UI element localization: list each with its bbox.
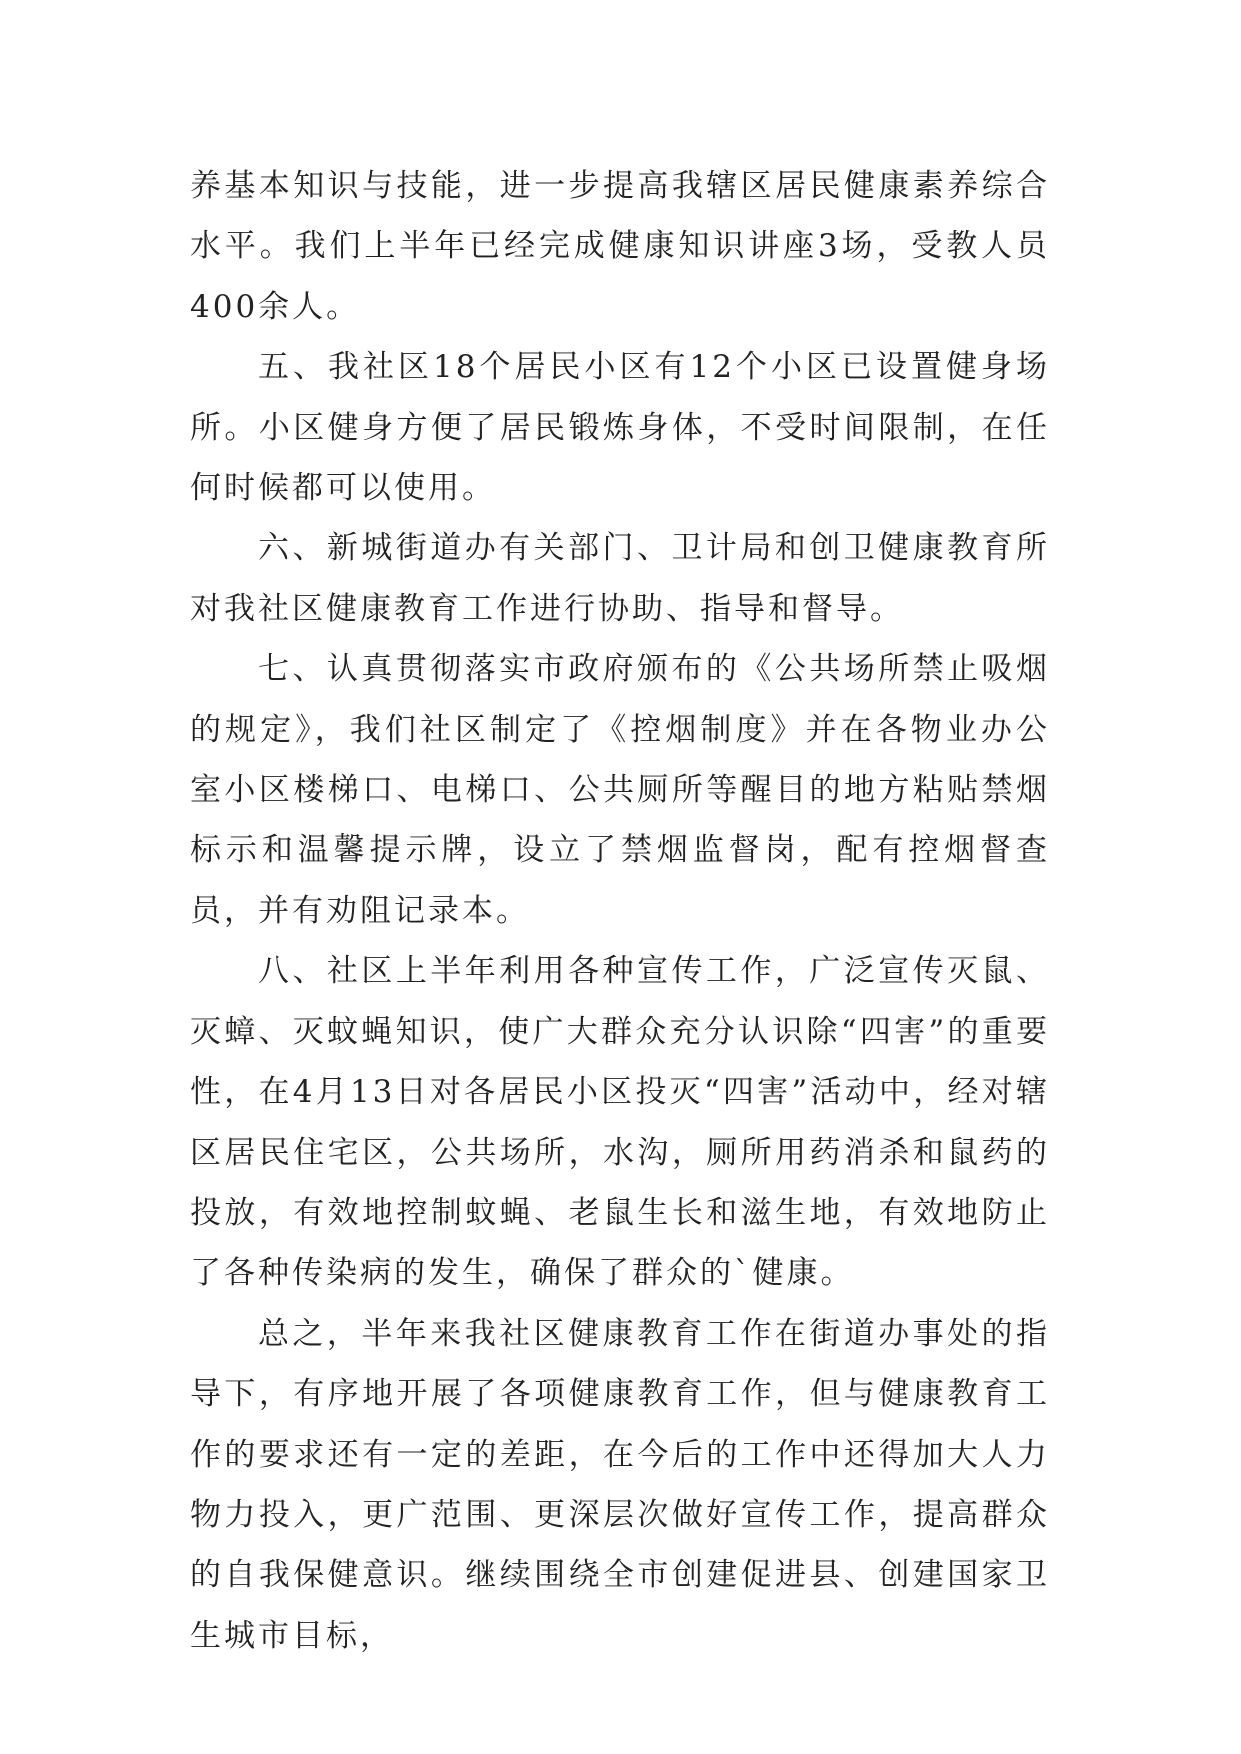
paragraph-item-8: 八、社区上半年利用各种宣传工作，广泛宣传灭鼠、灭蟑、灭蚊蝇知识，使广大群众充分认识除“四害”的重要性，在4月13日对各居民小区投灭“四害”活动中，经对辖区居民住宅区，公共场所，水沟，厕所用药消杀和鼠药的投放，有效地控制蚊蝇、老鼠生长和滋生地，有效地防止了各种传染病的发生，确保了群众的`健康。 [190, 953, 1050, 1292]
paragraph-continuation: 养基本知识与技能，进一步提高我辖区居民健康素养综合水平。我们上半年已经完成健康知识讲座3场，受教人员400余人。 [190, 168, 1050, 325]
paragraph-item-5: 五、我社区18个居民小区有12个小区已设置健身场所。小区健身方便了居民锻炼身体，不受时间限制，在任何时候都可以使用。 [190, 349, 1050, 507]
document-body [190, 156, 1050, 1666]
paragraph-item-6: 六、新城街道办有关部门、卫计局和创卫健康教育所对我社区健康教育工作进行协助、指导和督导。 [190, 530, 1050, 627]
paragraph-item-7: 七、认真贯彻落实市政府颁布的《公共场所禁止吸烟的规定》，我们社区制定了《控烟制度》并在各物业办公室小区楼梯口、电梯口、公共厕所等醒目的地方粘贴禁烟标示和温馨提示牌，设立了禁烟监督岗，配有控烟督查员，并有劝阻记录本。 [190, 651, 1050, 929]
paragraph-summary: 总之，半年来我社区健康教育工作在街道办事处的指导下，有序地开展了各项健康教育工作，但与健康教育工作的要求还有一定的差距，在今后的工作中还得加大人力物力投入，更广范围、更深层次做好宣传工作，提高群众的自我保健意识。继续围绕全市创建促进县、创建国家卫生城市目标， [190, 1315, 1050, 1654]
